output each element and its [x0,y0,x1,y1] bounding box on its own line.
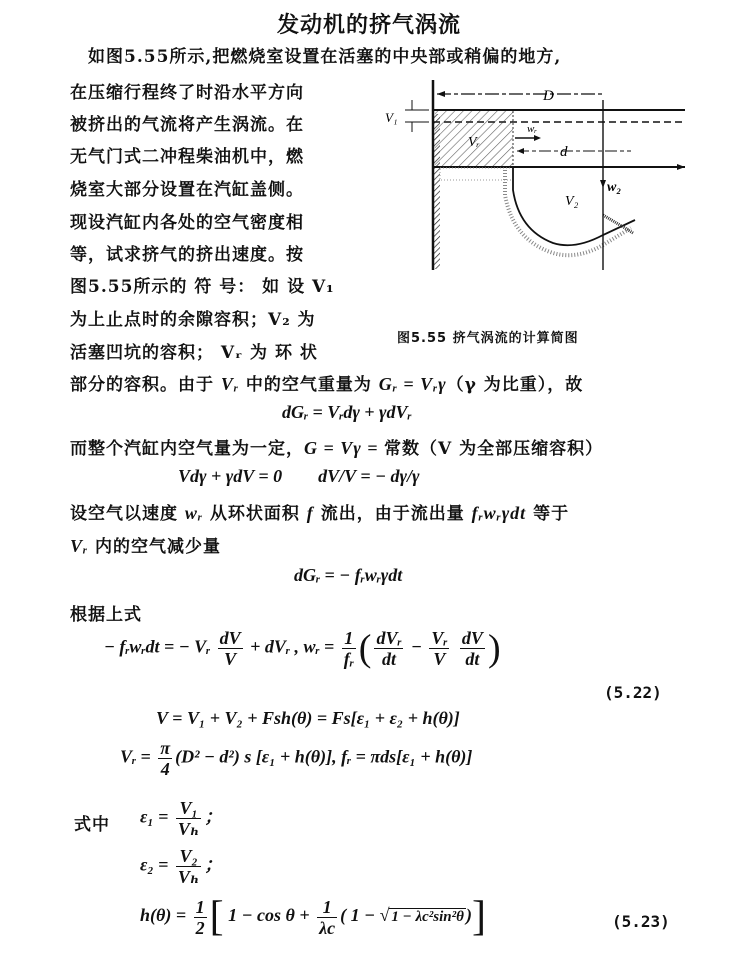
page-title: 发动机的挤气涡流 [276,13,461,38]
fraction [176,798,201,839]
D-arrow-icon [437,91,445,97]
math-wr: wᵣ [184,503,203,523]
numerator: dVᵣ [376,628,402,648]
text-line-volume-weight [70,370,583,395]
equation-differential: Vdγ + γdV = 0 dV/V = − dγ/γ [178,466,420,486]
text: 流出，由于流出量 [313,504,472,524]
d-label: d [560,144,568,160]
fraction [218,628,243,669]
text-line: 烧室大部分设置在汽缸盖侧。 [70,180,304,200]
text: （γ 为比重），故 [446,375,584,395]
equation-dGr: dGᵣ = Vᵣdγ + γdVᵣ [282,402,412,422]
math-f: f [306,503,314,523]
separator: ； [204,854,223,875]
eq-lhs: − fᵣwᵣdt = − Vᵣ [104,636,211,657]
w2-arrow-icon [600,180,606,188]
numerator: V₁ [176,798,201,819]
equation-Vr [120,738,472,779]
text: 内的空气减少量 [88,537,221,557]
math-Vr: Vᵣ [220,374,239,394]
text: 设空气以速度 [70,504,185,524]
denominator: V [224,649,237,669]
text: 从环状面积 [202,504,307,524]
math-G: G = Vγ = [304,438,385,458]
fraction [460,628,485,669]
numerator: V₂ [176,846,201,867]
text-line: 为上止点时的余隙容积；V₂ 为 [70,310,316,330]
equation-epsilon1 [140,798,222,839]
text: 而整个汽缸内空气量为一定， [70,439,304,459]
numerator: 1 [195,896,205,917]
separator: ； [204,806,223,827]
numerator: 1 [342,628,356,649]
fraction [342,628,356,669]
fraction [176,846,201,887]
equation-number-5-22: (5.22) [604,683,662,702]
numerator: 1 [317,897,337,918]
numerator: dV [219,628,241,648]
V1-label: V₁ [385,110,398,125]
denominator: dt [465,649,480,669]
text: 中的空气重量为 [238,375,379,395]
fraction [194,897,207,938]
denominator: dt [381,649,396,669]
text: 部分的容积。由于 [70,375,221,395]
denominator: fᵣ [343,649,354,669]
numerator: dV [461,628,483,648]
text: 等于 [526,504,570,524]
equation-epsilon2 [140,846,222,887]
text-line: 现设汽缸内各处的空气密度相 [70,213,304,233]
text-line: 在压缩行程终了时沿水平方向 [70,83,304,103]
bracket-open: [ [209,894,224,940]
text-line-flow [70,499,569,524]
eq-lhs: Vᵣ = [120,746,151,767]
paren-close: ) [487,627,501,670]
denominator: 4 [160,759,170,779]
equation-5-23 [140,896,486,938]
equation-5-22 [104,628,501,669]
Vr-label: Vᵣ [468,135,480,150]
text-line: 被挤出的气流将产生涡流。在 [70,115,304,135]
text: 常数（V 为全部压缩容积） [384,439,604,459]
squish-swirl-diagram [385,70,685,320]
eq-rhs: (D² − d²) s [ε₁ + h(θ)], fᵣ = πds[ε₁ + h(θ)] [175,746,473,767]
intro-line: 如图5.55所示,把燃烧室设置在活塞的中央部或稍偏的地方, [88,47,562,67]
eq-lhs: h(θ) = [140,905,187,926]
eq-inner: ( 1 − √ [340,905,390,926]
eq-lhs: ε₁ = [140,806,169,827]
text-line: 活塞凹坑的容积； Vᵣ 为 环 状 [70,343,318,363]
eq-mid: + dVᵣ , wᵣ = [250,636,335,657]
piston-crown-dotted [440,168,513,180]
text-line-accordingly: 根据上式 [70,605,142,625]
fraction [317,897,337,938]
wr-label: wᵣ [527,123,538,135]
fraction [374,628,403,669]
denominator: 2 [195,917,205,938]
eq-inner: ) [465,905,472,926]
piston-arrow-icon [677,164,685,170]
numerator: Vᵣ [431,628,448,648]
D-label: D [543,88,554,104]
equation-number-5-23: (5.23) [612,912,670,931]
text-line: 图5.55所示的 符 号： 如 设 V₁ [70,277,335,297]
text-line: 等，试求挤气的挤出速度。按 [70,245,304,265]
denominator: V [433,649,446,669]
denominator: Vₕ [177,819,200,839]
math-Vr: Vᵣ [70,536,89,556]
bracket-close: ] [471,894,486,940]
where-label: 式中 [74,815,110,835]
w2-label: w₂ [607,180,622,195]
math-flow: fᵣwᵣγdt [471,503,527,523]
sqrt-body: 1 − λc²sin²θ [391,909,464,926]
text-line-constant [70,434,603,459]
V2-label: V₂ [565,194,579,209]
minus-sign: − [410,636,422,657]
fraction [429,628,449,669]
wr-arrow-icon [534,135,541,141]
text-line-decrease [70,532,221,557]
equation-total-volume: V = V₁ + V₂ + Fsh(θ) = Fs[ε₁ + ε₂ + h(θ)] [156,708,460,728]
math-Gr: Gᵣ = Vᵣγ [378,374,447,394]
d-arrow-icon [517,148,524,154]
denominator: Vₕ [177,867,200,887]
equation-decrease: dGᵣ = − fᵣwᵣγdt [294,565,403,585]
eq-inner: 1 − cos θ + [228,905,310,926]
text-line: 无气门式二冲程柴油机中，燃 [70,147,304,167]
figure-caption: 图5.55 挤气涡流的计算简图 [397,331,579,346]
numerator: π [160,738,171,758]
fraction [158,738,172,779]
denominator: λc [319,917,336,938]
eq-lhs: ε₂ = [140,854,169,875]
paren-open: ( [358,627,372,670]
